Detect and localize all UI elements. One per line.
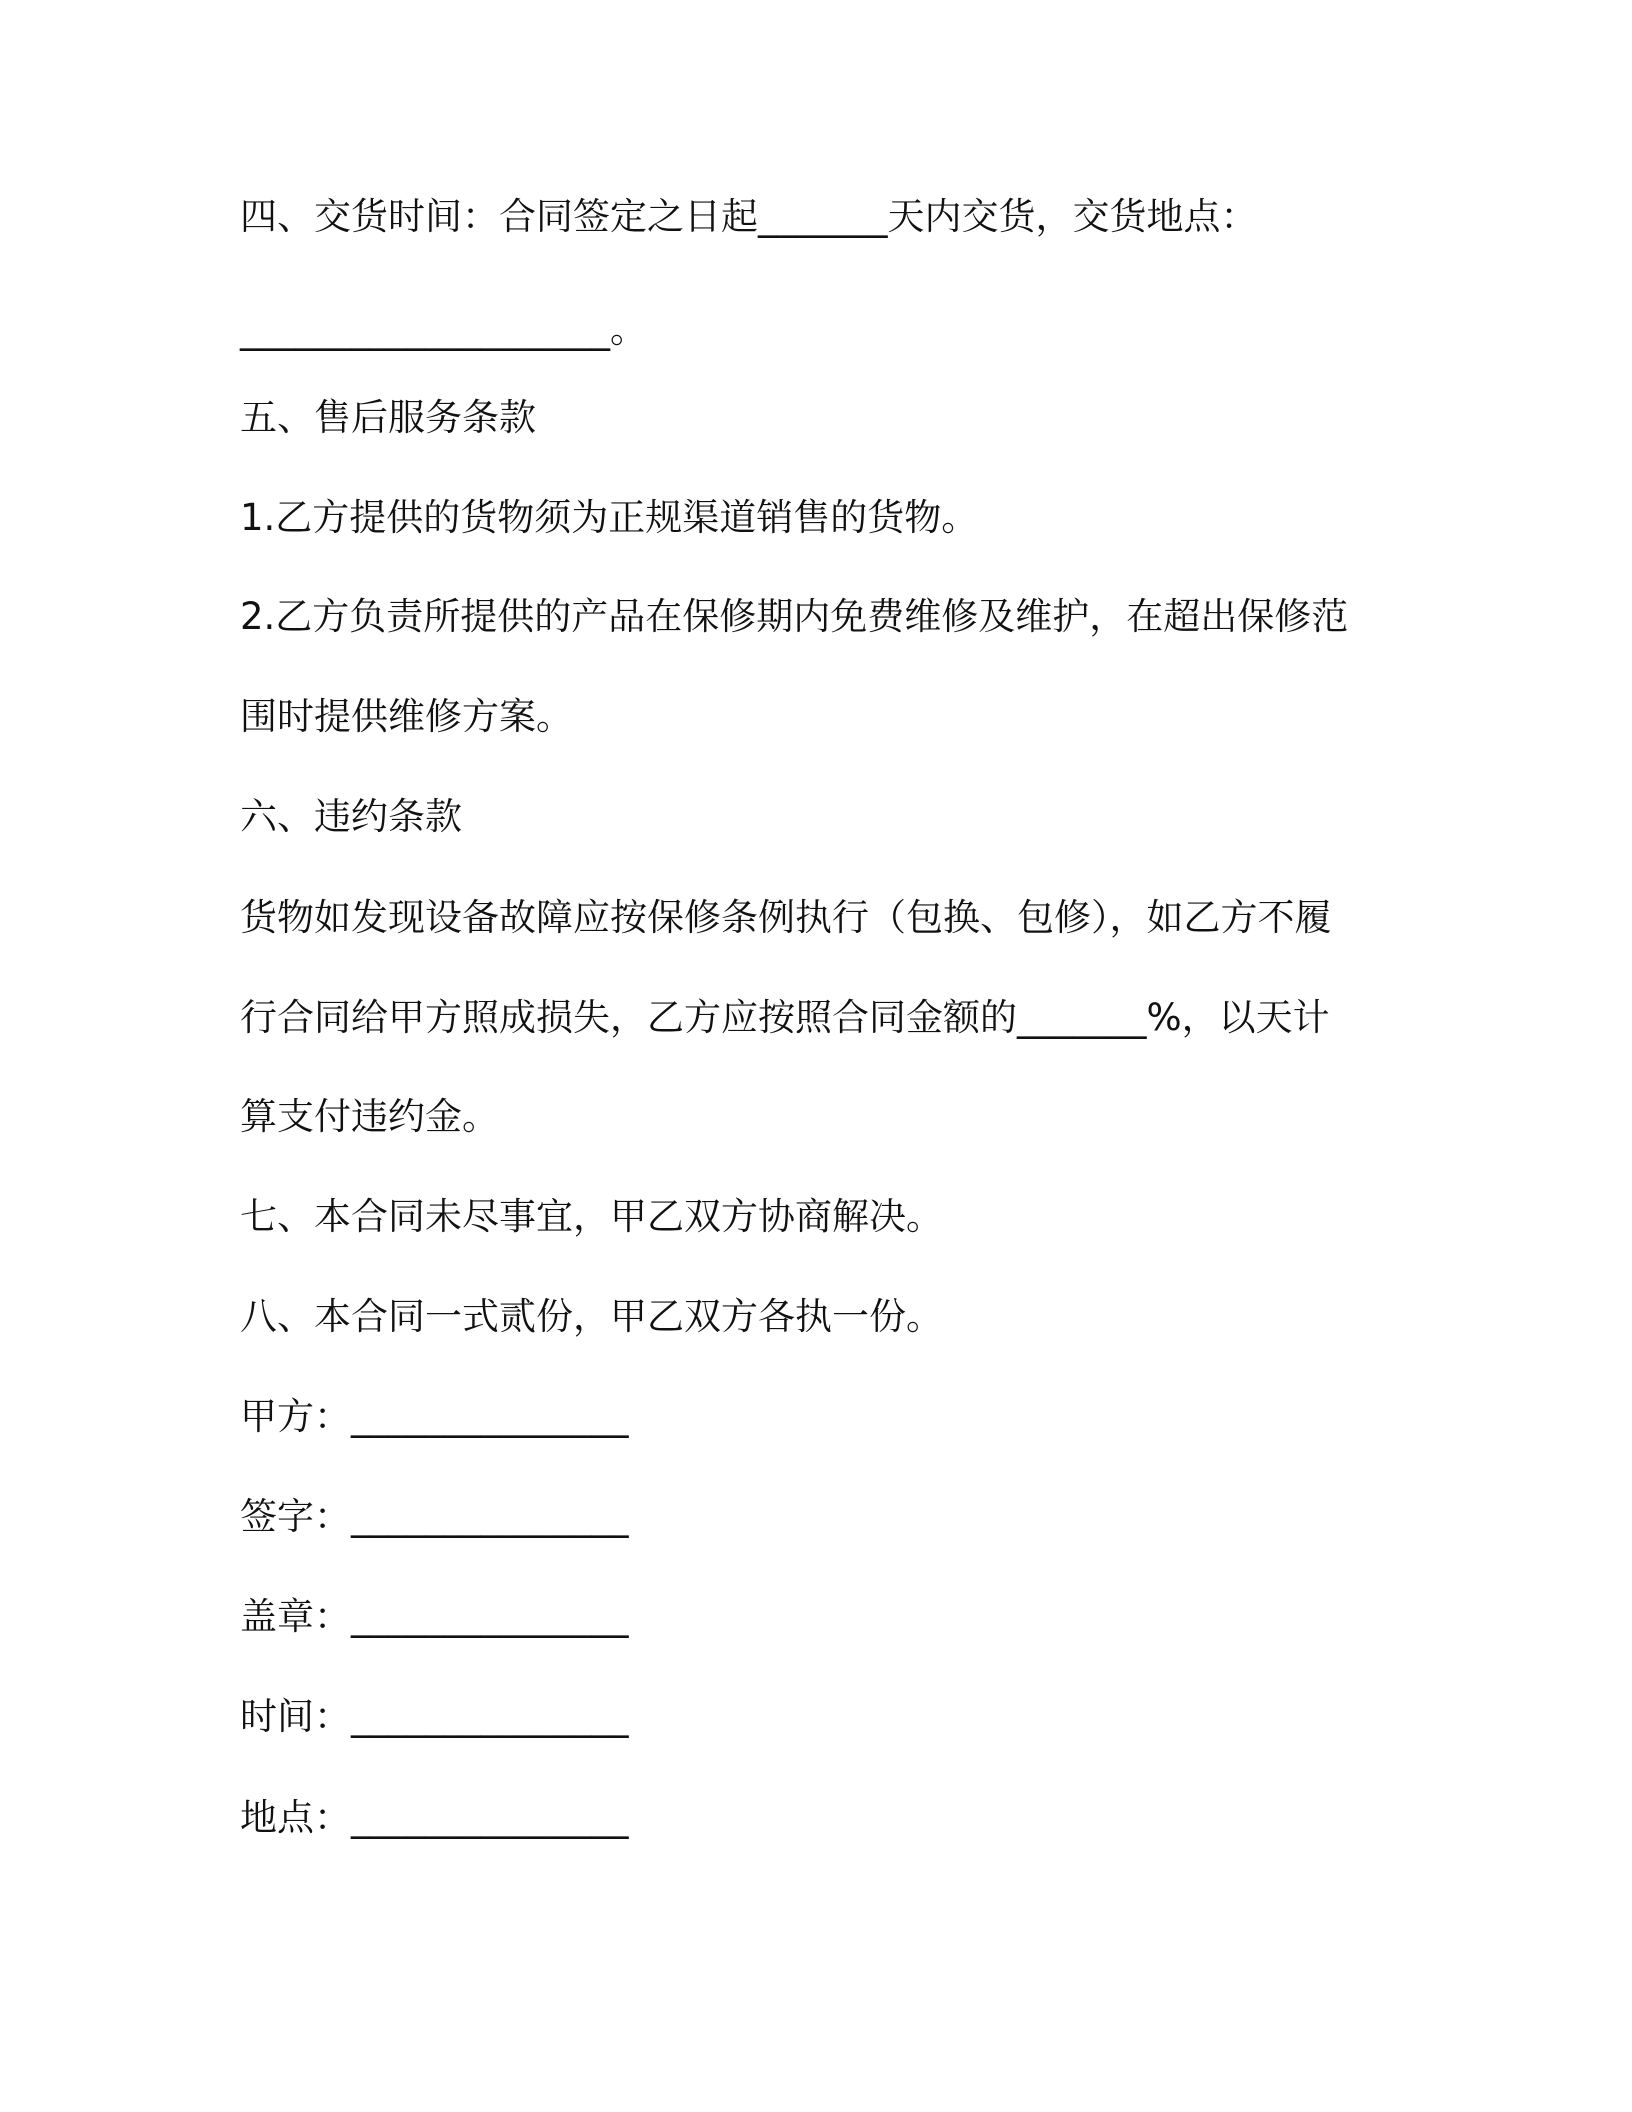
clause-6-line-1: 货物如发现设备故障应按保修条例执行（包换、包修），如乙方不履 [240,896,1332,939]
signature-field-party-a: 甲方：_______________ [240,1395,629,1438]
clause-7: 七、本合同未尽事宜，甲乙双方协商解决。 [240,1195,943,1238]
clause-8: 八、本合同一式贰份，甲乙双方各执一份。 [240,1295,943,1338]
signature-field-seal: 盖章：_______________ [240,1595,629,1638]
signature-field-time: 时间：_______________ [240,1695,629,1738]
clause-5-heading: 五、售后服务条款 [240,396,536,439]
clause-5-item-2-line-2: 围时提供维修方案。 [240,695,573,738]
clause-6-line-3: 算支付违约金。 [240,1095,499,1138]
clause-5-item-2-line-1: 2.乙方负责所提供的产品在保修期内免费维修及维护，在超出保修范 [240,595,1349,638]
clause-4-line-1: 四、交货时间：合同签定之日起_______天内交货，交货地点： [240,195,1258,238]
clause-6-heading: 六、违约条款 [240,795,462,838]
clause-5-item-1: 1.乙方提供的货物须为正规渠道销售的货物。 [240,496,979,539]
clause-4-line-2: ____________________。 [240,308,647,351]
signature-field-signature: 签字：_______________ [240,1495,629,1538]
signature-field-place: 地点：_______________ [240,1796,629,1839]
clause-6-line-2: 行合同给甲方照成损失，乙方应按照合同金额的_______%，以天计 [240,996,1330,1039]
